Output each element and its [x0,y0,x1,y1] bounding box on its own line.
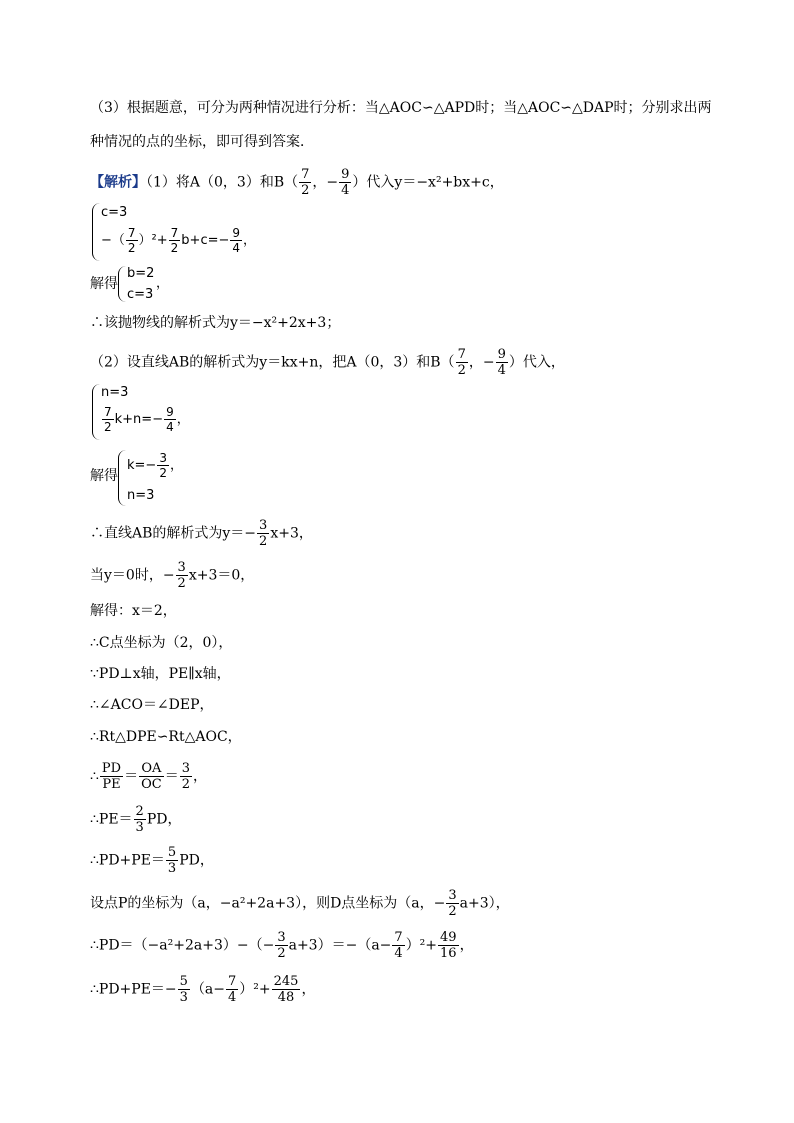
numerator: 7 [301,167,310,182]
text-line-part3-cont: 种情况的点的坐标，即可得到答案． [90,134,314,150]
denominator: 2 [170,241,179,255]
text: 当y＝0时，− [90,567,175,584]
fraction [456,347,468,378]
fraction [139,761,164,792]
numerator: 7 [170,226,179,240]
solution-line-1 [90,167,734,198]
numerator: 7 [228,974,237,989]
text: ， [156,276,170,291]
equation-row: b=2 [127,266,155,281]
denominator: 2 [448,904,457,919]
text: ∴PE＝ [90,811,133,828]
solve-label: 解得 [90,468,118,484]
text: x+3＝0， [188,567,255,584]
denominator: 3 [167,861,177,876]
fraction [226,974,238,1005]
text-line-part3: （3）根据题意，可分为两种情况进行分析：当△AOC∽△APD时；当△AOC∽△DAP时；分别求出两 [90,100,712,116]
fraction [272,974,301,1005]
equation-row: c=3 [127,287,154,302]
solution-line-pd [90,930,734,961]
solution-line-pe [90,804,734,835]
denominator: 4 [341,183,350,198]
fraction [392,930,404,961]
denominator: 4 [228,990,237,1005]
solution-line-pd-pe [90,845,734,876]
denominator: 2 [457,363,466,378]
text: 设点P的坐标为（a，−a²+2a+3），则D点坐标为（a，− [90,895,446,912]
denominator: 2 [181,777,190,792]
text: ∴PD＝（−a²+2a+3）−（− [90,937,275,954]
denominator: 2 [301,183,310,198]
fraction [230,226,242,255]
numerator: 3 [259,518,268,533]
solution-line-2 [90,347,734,378]
fraction [100,761,123,792]
text: ）代入， [508,354,565,371]
numerator: 5 [167,845,177,860]
text: ）²+ [239,981,271,998]
denominator: PE [102,777,121,792]
numerator: OA [139,761,164,777]
equation-row [101,405,190,434]
solution-line-y0 [90,560,734,591]
numerator: 3 [181,761,190,776]
numerator: 9 [232,226,241,240]
solution-line-point-p [90,888,734,919]
fraction [176,560,188,591]
denominator: 16 [440,946,457,961]
denominator: 2 [127,241,136,255]
text: a+3）， [459,895,510,912]
solution-line-pd-plus-pe [90,974,734,1005]
text: ， [169,458,183,473]
fraction [446,888,458,919]
solution-line: ∵PD⊥x轴，PE∥x轴， [90,666,231,682]
solve-label: 解得 [90,276,118,292]
equation-row: n=3 [101,385,129,400]
denominator: 4 [232,241,241,255]
text: ， [192,768,207,785]
denominator: 2 [159,466,167,480]
brace [92,384,100,440]
numerator: 3 [159,451,167,465]
equation-row [101,226,256,255]
fraction [438,930,459,961]
text: x+3， [270,525,313,542]
numerator: 3 [448,888,457,903]
numerator: 7 [457,347,466,362]
fraction [166,845,178,876]
numerator: 5 [179,974,188,989]
fraction [134,804,146,835]
fraction [496,347,508,378]
text: ∴PD+PE＝− [90,981,177,998]
text: −（ [101,233,125,248]
fraction [102,405,114,434]
text: ＝ [124,768,139,785]
solution-line: 解得：x＝2， [90,603,177,619]
text: ）²+ [138,233,168,248]
numerator: 7 [104,405,112,419]
denominator: 2 [177,576,186,591]
fraction [169,226,181,255]
text: （1）将A（0，3）和B（ [146,174,299,191]
brace [118,266,126,302]
numerator: 7 [127,226,136,240]
text: PD， [146,811,182,828]
equation-row [127,451,183,480]
denominator: 4 [497,363,506,378]
numerator: 2 [135,804,144,819]
line-ab-equation [90,518,734,549]
fraction [257,518,269,549]
equation-row: n=3 [127,488,155,503]
text: b+c=− [181,233,230,248]
numerator: 49 [440,930,457,945]
text: ）代入y＝−x²+bx+c， [352,174,504,191]
denominator: 48 [277,990,295,1005]
text: PD， [179,852,214,869]
text: ，− [468,354,495,371]
text: （a− [190,981,226,998]
text: ， [459,937,474,954]
fraction [164,405,176,434]
solution-line-ratio [90,761,734,792]
denominator: 3 [179,990,188,1005]
numerator: 245 [273,974,299,989]
text: k=− [127,458,157,473]
analysis-tag: 【解析】 [90,174,146,191]
text: a+3）＝−（a− [288,937,392,954]
text: k+n=− [114,412,164,427]
denominator: 2 [277,946,286,961]
fraction [180,761,192,792]
text: ， [301,981,316,998]
fraction [178,974,190,1005]
text: ，− [312,174,339,191]
fraction [126,226,138,255]
text: ∴直线AB的解析式为y＝− [90,525,257,542]
denominator: 4 [166,420,174,434]
denominator: 2 [259,534,268,549]
text: ∴PD+PE＝ [90,852,165,869]
text: ）²+ [405,937,438,954]
numerator: 9 [166,405,174,419]
denominator: OC [141,777,162,792]
text: ， [243,233,257,248]
denominator: 4 [394,946,403,961]
numerator: 9 [497,347,506,362]
text: （2）设直线AB的解析式为y＝kx+n，把A（0，3）和B（ [90,354,455,371]
solution-line: ∴C点坐标为（2，0）， [90,635,233,651]
numerator: 7 [394,930,403,945]
brace [92,203,100,261]
text: ＝ [164,768,179,785]
text: ， [176,412,190,427]
fraction [339,167,351,198]
numerator: 3 [177,560,186,575]
denominator: 3 [135,820,144,835]
brace [118,450,126,506]
solution-line: ∴∠ACO＝∠DEP， [90,697,214,713]
numerator: PD [101,761,122,776]
equation-row: c=3 [101,205,128,220]
numerator: 3 [277,930,286,945]
numerator: 9 [341,167,350,182]
fraction [275,930,287,961]
denominator: 2 [104,420,112,434]
text: ∴ [90,768,99,785]
solution-line: ∴Rt△DPE∽Rt△AOC， [90,729,242,745]
fraction [157,451,169,480]
solution-line-parabola: ∴该抛物线的解析式为y＝−x²+2x+3； [90,315,341,331]
fraction [299,167,311,198]
